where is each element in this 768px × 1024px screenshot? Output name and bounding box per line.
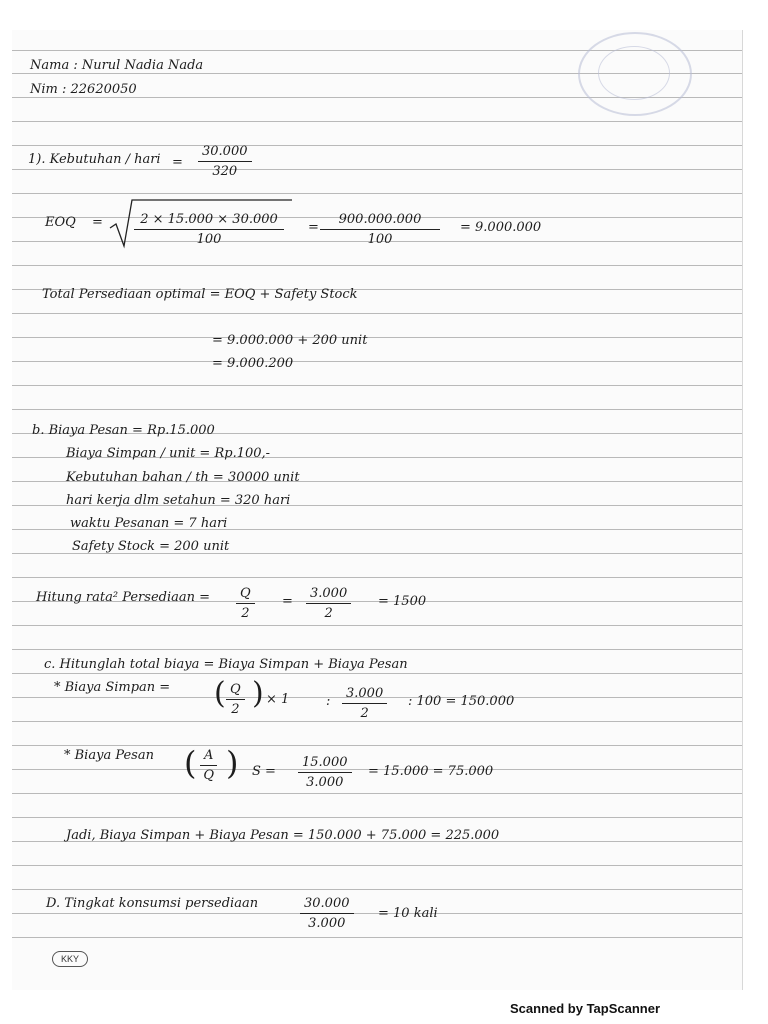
ruled-line [12,385,742,386]
total-inventory-line: Total Persediaan optimal = EOQ + Safety Stock [42,287,358,302]
holding-cost-label: * Biaya Simpan = [54,680,171,695]
equals-sign: = [308,220,319,235]
fraction-numerator: 3.000 [310,586,348,601]
average-inventory-result: = 1500 [378,594,427,609]
ruled-line [12,625,742,626]
fraction-numerator: 15.000 [302,755,348,770]
fraction-denominator: 320 [212,164,238,179]
fraction-bar [342,703,387,704]
ruled-line [12,745,742,746]
ruled-line [12,121,742,122]
right-paren-icon: ) [252,676,264,711]
holding-value-fraction [342,686,387,721]
left-paren-icon: ( [214,676,226,711]
ruled-line [12,145,742,146]
order-aq-fraction [200,748,217,783]
fraction-bar [236,603,255,604]
ruled-line [12,577,742,578]
ruled-line [12,889,742,890]
average-value-fraction [306,586,351,621]
fraction-denominator: 2 [241,606,250,621]
holding-multiplier: × 1 [266,692,290,707]
paper-brand-logo: KKY [52,951,88,967]
equals-sign: = [172,155,183,170]
given-annual-need: Kebutuhan bahan / th = 30000 unit [66,470,300,485]
fraction-bar [300,913,354,914]
given-working-days: hari kerja dlm setahun = 320 hari [66,493,291,508]
ruled-line [12,673,742,674]
fraction-bar [200,765,217,766]
given-order-cost: b. Biaya Pesan = Rp.15.000 [32,423,215,438]
left-paren-icon: ( [184,744,197,782]
ruled-line [12,337,742,338]
eoq-result-fraction [320,212,440,247]
fraction-numerator: 3.000 [346,686,384,701]
ruled-line [12,193,742,194]
fraction-bar [320,229,440,230]
equals-sign: = [92,215,103,230]
fraction-numerator: Q [240,586,251,601]
student-nim: Nim : 22620050 [30,82,137,97]
university-stamp-icon [578,32,692,116]
student-name: Nama : Nurul Nadia Nada [30,58,204,73]
fraction-denominator: 2 [231,702,240,717]
fraction-denominator: 3.000 [308,916,346,931]
eoq-label: EOQ [45,215,76,230]
average-q-fraction [236,586,255,621]
right-paren-icon: ) [226,744,239,782]
total-cost-conclusion: Jadi, Biaya Simpan + Biaya Pesan = 150.000 + 75.000 = 225.000 [66,828,500,843]
fraction-bar [226,699,245,700]
given-lead-time: waktu Pesanan = 7 hari [70,516,228,531]
fraction-bar [306,603,351,604]
fraction-denominator: 2 [324,606,333,621]
fraction-denominator: Q [203,768,215,783]
order-value-fraction [298,755,352,790]
fraction-numerator: 30.000 [202,144,248,159]
fraction-bar [298,772,352,773]
ruled-line [12,817,742,818]
fraction-numerator: 30.000 [304,896,350,911]
fraction-numerator: A [204,748,214,763]
ruled-line [12,721,742,722]
order-s-term: S = [252,764,276,779]
order-cost-result: = 15.000 = 75.000 [368,764,494,779]
given-holding-cost: Biaya Simpan / unit = Rp.100,- [66,446,271,461]
fraction-denominator: 100 [196,232,222,247]
colon-sign: : [326,694,331,709]
holding-q-fraction [226,682,245,717]
fraction-numerator: 2 × 15.000 × 30.000 [140,212,278,227]
consumption-result: = 10 kali [378,906,438,921]
fraction-numerator: 900.000.000 [338,212,422,227]
total-inventory-step: = 9.000.000 + 200 unit [212,333,368,348]
order-cost-label: * Biaya Pesan [64,748,154,763]
equals-sign: = [282,594,293,609]
need-per-day-label: 1). Kebutuhan / hari [28,152,161,167]
ruled-line [12,937,742,938]
ruled-line [12,649,742,650]
ruled-line [12,169,742,170]
scanner-watermark: Scanned by TapScanner [510,1001,661,1016]
fraction-denominator: 2 [360,706,369,721]
fraction-bar [134,229,284,230]
fraction-denominator: 3.000 [306,775,344,790]
total-inventory-result: = 9.000.200 [212,356,294,371]
ruled-line [12,409,742,410]
ruled-line [12,265,742,266]
ruled-line [12,865,742,866]
holding-cost-result: : 100 = 150.000 [408,694,515,709]
notebook-page [12,30,743,990]
ruled-line [12,313,742,314]
fraction-bar [198,161,252,162]
total-cost-heading: c. Hitunglah total biaya = Biaya Simpan + Biaya Pesan [44,657,408,672]
fraction-denominator: 100 [367,232,393,247]
ruled-line [12,361,742,362]
ruled-line [12,793,742,794]
consumption-fraction [300,896,354,931]
consumption-rate-label: D. Tingkat konsumsi persediaan [46,896,259,911]
fraction-numerator: Q [230,682,241,697]
given-safety-stock: Safety Stock = 200 unit [72,539,230,554]
ruled-line [12,913,742,914]
daily-need-fraction [198,144,252,179]
eoq-radicand-fraction [134,212,284,247]
eoq-result: = 9.000.000 [460,220,542,235]
average-inventory-label: Hitung rata² Persediaan = [36,590,211,605]
